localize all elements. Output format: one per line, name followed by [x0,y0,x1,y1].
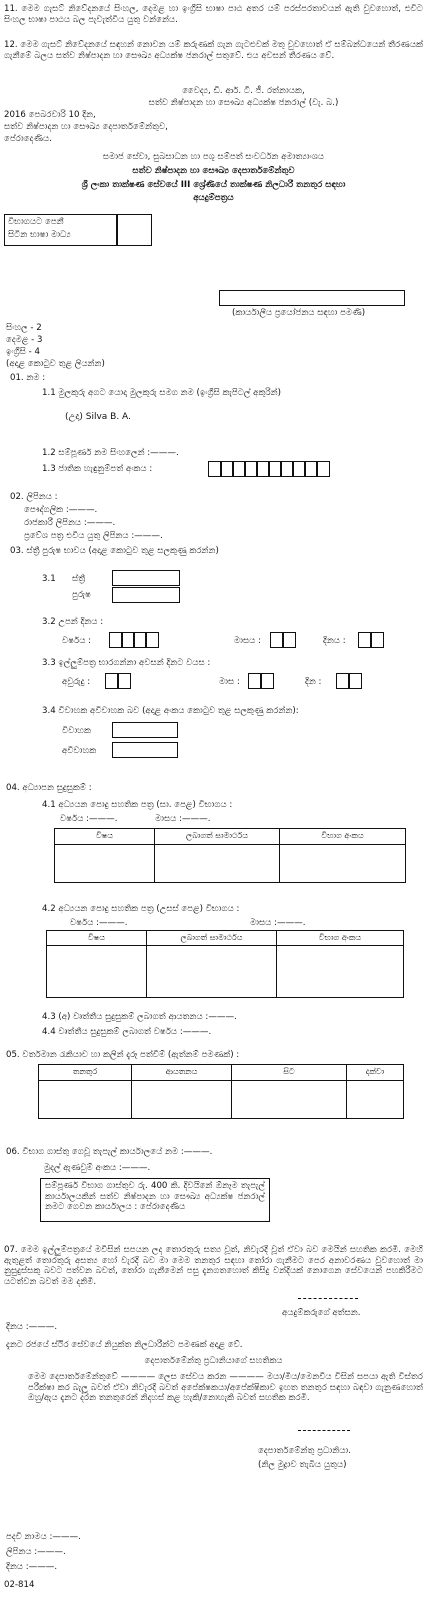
dob-year-label: වර්ෂය : [62,636,91,646]
ministry-title: සමාජ සේවා, සුබසාධන හා පශු සම්පත් සංවර්ධන අමාත්‍යාංශය [102,152,325,162]
permanent-officers-note: දැනට රජයේ ස්ථිර සේවයේ නියුක්ත නිලධාරීන්ට පමණක් අදාළ වේ. [6,1340,243,1350]
dob-month-label: මාසය : [234,636,261,646]
application-label: අයදුම්පත්‍රය [193,193,234,203]
s4-2-label: 4.2 අධ්‍යයන පොදු සහතික පත්‍ර (උසස් පෙළ) විභාගය : [42,904,240,914]
s4-4-label[interactable]: 4.4 වෘත්තීය සුදුසුකම් ලබාගත් වර්ෂය :———. [42,1027,212,1037]
signatory-name: වෛද්‍ය, ඩී. ආර්. ටී. ජී. රත්නායක, [182,86,305,96]
s3-4-label: 3.4 විවාහක අවිවාහක බව (අදාළ අංකය කොටුව තුළ සලකුණු කරන්න): [42,706,299,716]
female-box[interactable] [112,570,180,586]
s3-1-label: 3.1 [42,574,56,584]
fee-note-box: සම්පූර්ණ විභාග ගාස්තුව රු. 400 කි. දිවයිනේ ඕනෑම තැපැල් කාර්යාලයකින් සත්ව නිෂ්පාදන හා සෞඛ්‍ය අධ්‍යක්ෂ ජනරාල් නමට ගෙවන කාර්යාලය : පේරාදෙණිය [40,1178,270,1222]
reference-code: 02-814 [4,1580,35,1590]
unmarried-label: අවිවාහක [62,746,97,756]
notice-office-1: සත්ව නිෂ්පාදන හා සෞඛ්‍ය දෙපාර්තමේන්තුව, [4,122,168,132]
section-04-label: 04. අධ්‍යාපන සුදුසුකම් : [6,783,92,793]
section-06-label[interactable]: 06. විභාග ගාස්තු ගෙවූ තැපැල් කාර්යාලයේ නම :———. [6,1147,213,1157]
s4-1-label: 4.1 අධ්‍යයන පොදු සහතික පත්‍ර (සා. පෙළ) විභාගය : [42,800,233,810]
address-personal[interactable]: පෞද්ගලික :———. [24,505,98,515]
job-col-from: සිට [232,1065,347,1081]
language-tamil: දෙමළ - 3 [6,335,43,345]
ol-month[interactable]: මාසය :———. [155,814,211,824]
applicant-signature-line[interactable] [298,1298,358,1299]
head-signature-line[interactable] [298,1430,350,1431]
exam-medium-label-box [4,214,118,246]
unmarried-box[interactable] [112,742,178,758]
language-english: ඉංග්‍රීසි - 4 [6,347,40,357]
applicant-date[interactable]: දිනය :———. [6,1322,58,1332]
address-field[interactable]: ලිපිනය :———. [6,1547,66,1557]
head-seal-note: (නිල මුද්‍රාව තැබිය යුතුය) [258,1460,347,1470]
al-results-table[interactable] [46,930,404,998]
section-05-label: 05. වර්තමාන රැකියාව හා කලින් දැරූ පත්වීම් (ඇත්නම් පමණක්) : [6,1050,240,1060]
male-box[interactable] [112,587,180,603]
s1-1-example: (උදා) Silva B. A. [65,412,131,422]
al-month[interactable]: මාසය :———. [250,918,306,928]
language-note: (අදාළ කොටුව තුළ ලියන්න) [6,359,105,369]
office-use-box[interactable] [219,290,405,306]
exam-medium-line2: සිටින භාෂා මාධ්‍ය [8,229,71,240]
al-col-index: විභාග අංකය [277,931,404,946]
al-col-subject: විෂය [47,931,147,946]
employment-table[interactable] [38,1064,404,1119]
s1-1-label: 1.1 මුලකුරු අගට යොදා මුලකුරු සමග නම (ඉංග්‍රීසි කැපිටල් අකුරින්) [42,388,281,398]
exam-medium-input-box[interactable] [116,214,152,246]
job-col-post: තනතුර [39,1065,132,1081]
s1-3-label: 1.3 ජාතික හැඳුනුම්පත් අංකය : [42,464,153,474]
al-year[interactable]: වර්ෂය :———. [70,918,128,928]
receipt-number[interactable]: මුදල් ඇණවුම් අංකය :———. [44,1163,151,1173]
notice-office-2: පේරාදෙණිය. [4,134,52,144]
s4-3-label[interactable]: 4.3 (අ) වෘත්තීය සුදුසුකම් ලබාගත් ආයතනය :———. [42,1012,237,1022]
ol-col-index: විභාග අංකය [280,829,406,845]
age-years-label: අවුරුදු : [62,677,91,687]
ol-col-subject: විෂය [55,829,155,845]
signatory-title: සත්ව නිෂ්පාදන හා සෞඛ්‍ය අධ්‍යක්ෂ ජනරාල් (වැ. බ.) [148,98,339,108]
date-field[interactable]: දිනය :———. [6,1562,58,1572]
ol-results-table[interactable] [54,828,406,883]
section-03-label: 03. ස්ත්‍රී පුරුෂ භාවය (අදාළ කොටුව තුළ සලකුණු කරන්න) [10,546,219,556]
designation-field[interactable]: පදවි නාමය :———. [6,1532,81,1542]
ol-year[interactable]: වර්ෂය :———. [60,814,118,824]
al-col-grade: ලබාගත් සාමාර්ථය [147,931,277,946]
head-signature-label: දෙපාර්තමේන්තු ප්‍රධානියා. [258,1446,351,1456]
age-days-label: දින : [305,677,322,687]
dob-day-label: දිනය : [323,636,346,646]
exam-medium-line1: විභාගයට පෙනී [8,217,64,227]
married-box[interactable] [112,722,178,738]
s1-2-label[interactable]: 1.2 සම්පූර්ණ නම සිංහලෙන් :———. [42,448,179,458]
clause-11: 11. මෙම ගැසට් නිවේදනයේ සිංහල, දෙමළ හා ඉංග්‍රීසි භාෂා පාඨ අතර යම් පරස්පරතාවයන් ඇති වුවහොත්, එවිට සිංහල භාෂා පාඨය බල පැවැත්විය යුතු වන්නේය. [4,4,423,25]
age-months-label: මාස : [219,677,240,687]
section-02-label: 02. ලිපිනය : [10,492,58,502]
married-label: විවාහක [62,726,91,736]
section-01-label: 01. නම : [10,373,46,383]
clause-12: 12. මෙම ගැසට් නිවේදනයේ සඳහන් නොවන යම් කරුණක් ගැන ගැටළුවක් මතු වුවහොත් ඒ සම්බන්ධයෙන් තීරණයක් ගැනීමේ බලය සත්ව නිෂ්පාදන හා සෞඛ්‍ය අධ්‍යක්ෂ ජනරාල් සතුවේ. එය අවසන් තීරණය වේ. [4,40,423,61]
job-col-to: දක්වා [347,1065,404,1081]
address-official[interactable]: රාජකාරී ලිපිනය :———. [24,518,116,528]
applicant-signature-label: අයදුම්කරුගේ අත්සන. [282,1308,361,1318]
head-certificate-text: මෙම දෙපාර්තමේන්තුවේ ———— ලෙස සේවය කරන ———— මයා/මිය/මෙනවිය විසින් සපයා ඇති විස්තර පරීක්ෂා කර බැලූ බවත් ඒවා නිවැරදි බවත් අපේක්ෂකයා/අපේක්ෂිකාව ඉහත තනතුර සඳහා බඳවා ගැනුණහොත් ඔහු/ඇය දැනට දරන තනතුරෙන් නිදහස් කළ හැකි/නොහැකි බවත් සහතික කරමි. [28,1372,423,1404]
ol-col-grade: ලබාගත් සාමාර්ථය [155,829,280,845]
address-admission[interactable]: ප්‍රවේශ පත්‍ර එවිය යුතු ලිපිනය :———. [24,531,163,541]
s3-2-label: 3.2 උපන් දිනය : [42,617,104,627]
department-title: සත්ව නිෂ්පාදන හා සෞඛ්‍ය දෙපාර්තමේන්තුව [132,166,295,176]
post-title: ශ්‍රී ලංකා තාක්ෂණ සේවයේ III ශ්‍රේණියේ තාක්ෂණ නිලධාරී තනතුර සඳහා [81,180,346,190]
female-label: ස්ත්‍රී [72,574,86,584]
office-use-label: (කාර්යාලීය ප්‍රයෝජනය සඳහා පමණි) [232,308,366,318]
language-sinhala: සිංහල - 2 [6,323,42,333]
male-label: පුරුෂ [72,590,91,600]
job-col-institution: ආයතනය [132,1065,232,1081]
s3-3-label: 3.3 ඉල්ලුම්පත්‍ර භාරගන්නා අවසන් දිනට වයස : [42,658,211,668]
head-certificate-title: දෙපාර්තමේන්තු ප්‍රධානියාගේ සහතිකය [144,1356,283,1366]
notice-date: 2016 පෙබරවාරි 10 දින, [4,110,96,120]
declaration-text: 07. මෙම ඉල්ලුම්පත්‍රයේ මවිසින් සපයන ලද තොරතුරු සත්‍ය වූත්, නිවැරදි වූත් ඒවා බව මෙයින් සහතික කරමි. මෙහි ඇතුළත් තොරතුරු අසත්‍ය හෝ වැරදි බව මා මෙම තනතුර සඳහා තෝරා ගැනීමට පෙර අනාවරණය වුවහොත් මා නුසුදුස්සකු බවට පත්වන බවත්, තෝරා ගැනීමෙන් පසු දැනගතහොත් කිසිදු වන්දියක් නොගෙන සේවයෙන් පහකිරීමට යටත්වන බවත් මම දනිමි. [4,1245,423,1288]
